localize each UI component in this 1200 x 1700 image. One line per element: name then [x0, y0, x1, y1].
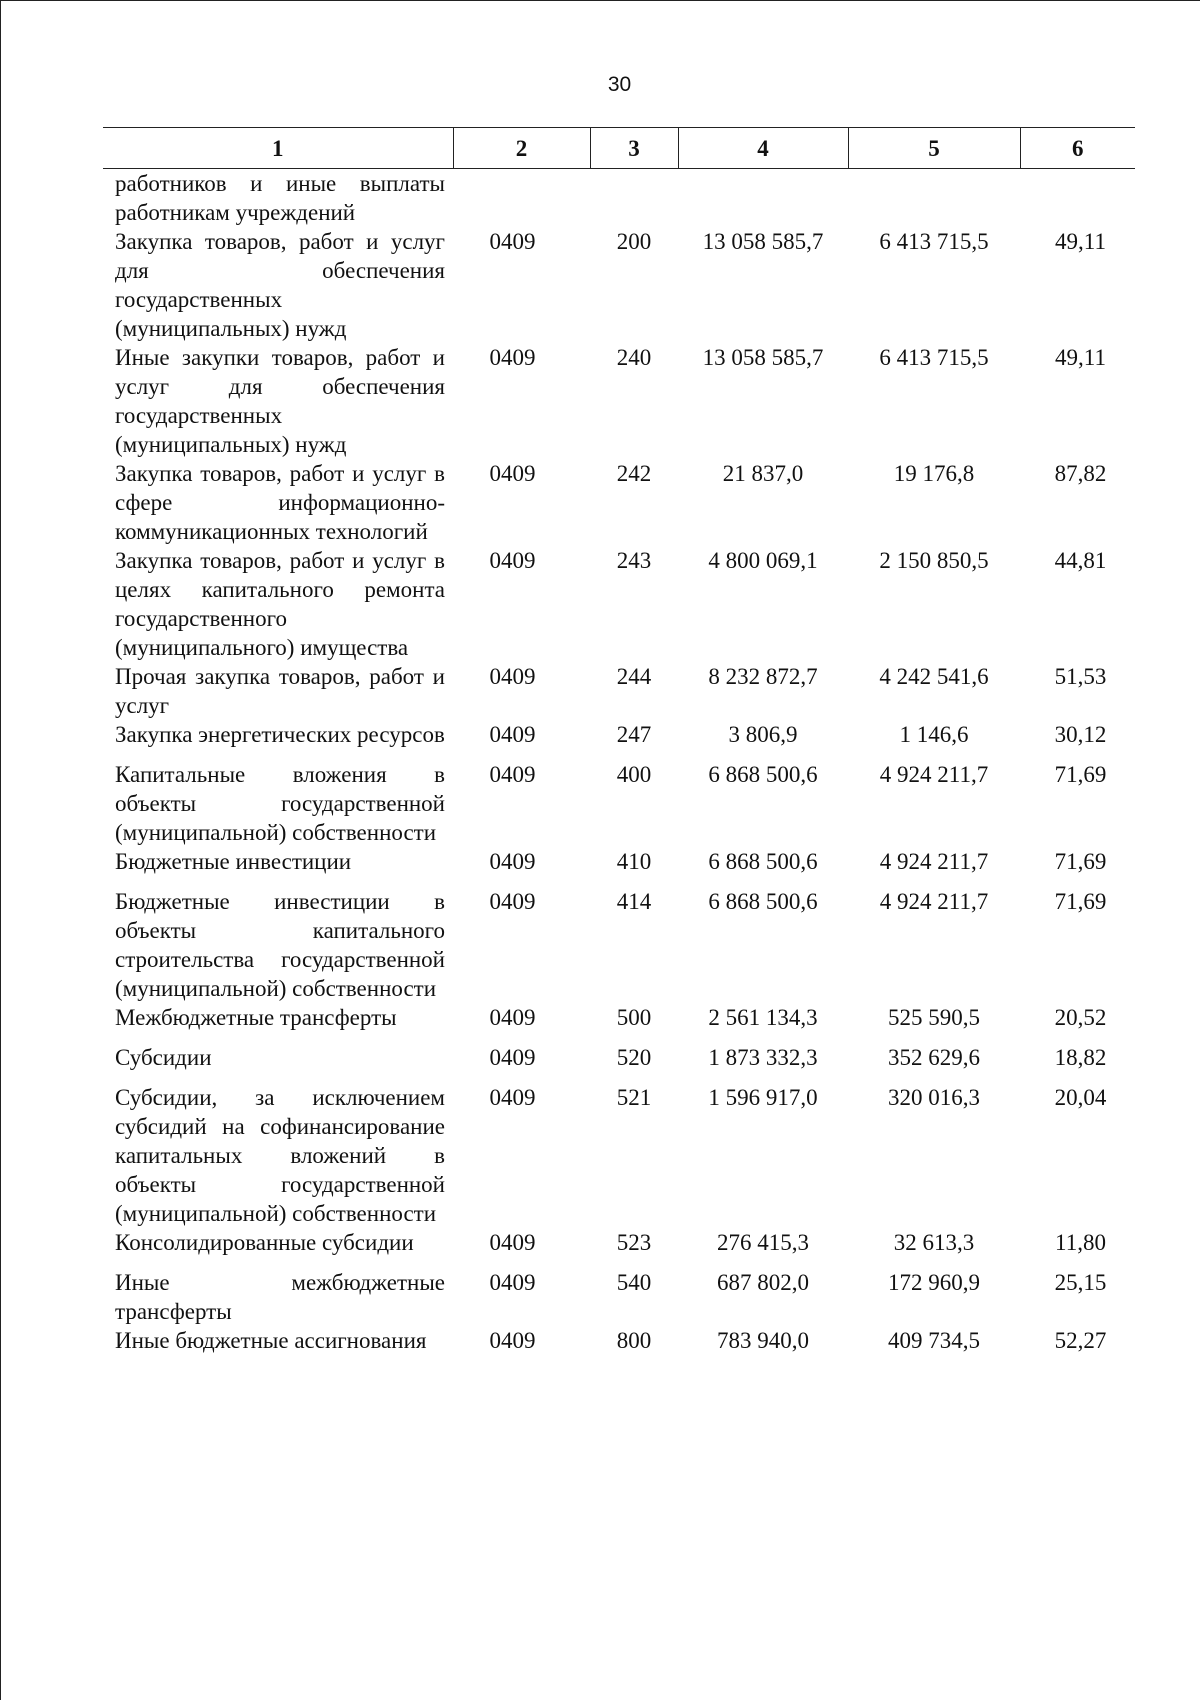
row-name: Закупка товаров, работ и услуг в сфере информационно-коммуникационных технологий — [115, 461, 445, 544]
row-expense-type: 244 — [616, 664, 652, 689]
row-section-code: 0409 — [489, 664, 536, 689]
row-executed: 4 924 211,7 — [879, 889, 989, 914]
table-row — [103, 1043, 1135, 1083]
row-name: Бюджетные инвестиции в объекты капитального строительства государственной (муниципальной) собственности — [115, 889, 445, 1001]
row-name: Иные межбюджетные трансферты — [115, 1270, 445, 1324]
header-col-1: 1 — [103, 128, 453, 169]
row-percent: 49,11 — [1055, 229, 1106, 254]
row-percent: 51,53 — [1054, 664, 1107, 689]
row-name: Бюджетные инвестиции — [115, 849, 352, 874]
page-number: 30 — [607, 73, 632, 96]
row-section-code: 0409 — [489, 762, 536, 787]
row-percent: 25,15 — [1054, 1270, 1107, 1295]
row-executed: 2 150 850,5 — [879, 548, 989, 573]
row-percent: 20,04 — [1054, 1085, 1107, 1110]
row-section-code: 0409 — [489, 1005, 536, 1030]
table-header — [103, 128, 1135, 169]
row-name: Закупка товаров, работ и услуг в целях капитального ремонта государственного (муниципального) имущества — [115, 548, 445, 660]
row-planned: 2 561 134,3 — [708, 1005, 818, 1030]
row-expense-type: 540 — [616, 1270, 652, 1295]
row-percent: 18,82 — [1054, 1045, 1107, 1070]
row-percent: 11,80 — [1055, 1230, 1106, 1255]
row-percent: 71,69 — [1054, 762, 1107, 787]
row-expense-type: 800 — [616, 1328, 652, 1353]
table-row — [103, 1228, 1135, 1268]
continuation-row — [103, 169, 1135, 228]
table-row — [103, 227, 1135, 343]
continuation-text: работников и иные выплаты работникам учреждений — [115, 171, 445, 225]
row-expense-type: 242 — [616, 461, 652, 486]
row-executed: 6 413 715,5 — [879, 345, 989, 370]
row-section-code: 0409 — [489, 1270, 536, 1295]
row-expense-type: 521 — [616, 1085, 652, 1110]
table-row — [103, 760, 1135, 847]
table-row — [103, 459, 1135, 546]
row-percent: 71,69 — [1054, 889, 1107, 914]
row-executed: 19 176,8 — [893, 461, 975, 486]
row-executed: 4 924 211,7 — [879, 762, 989, 787]
row-percent: 20,52 — [1054, 1005, 1107, 1030]
row-percent: 49,11 — [1055, 345, 1106, 370]
row-expense-type: 400 — [616, 762, 652, 787]
header-col-5: 5 — [848, 128, 1020, 169]
header-row — [103, 128, 1135, 169]
row-percent: 44,81 — [1054, 548, 1107, 573]
row-name: Закупка энергетических ресурсов — [115, 722, 445, 747]
row-section-code: 0409 — [489, 722, 536, 747]
table-row — [103, 1326, 1135, 1366]
row-expense-type: 243 — [616, 548, 652, 573]
table-row — [103, 662, 1135, 720]
table-row — [103, 1003, 1135, 1043]
row-percent: 87,82 — [1054, 461, 1107, 486]
row-expense-type: 414 — [616, 889, 652, 914]
row-planned: 13 058 585,7 — [702, 345, 824, 370]
row-planned: 8 232 872,7 — [708, 664, 818, 689]
table-row — [103, 1083, 1135, 1228]
table-row — [103, 847, 1135, 887]
header-col-2: 2 — [453, 128, 590, 169]
row-executed: 320 016,3 — [888, 1085, 980, 1110]
row-section-code: 0409 — [489, 461, 536, 486]
row-name: Капитальные вложения в объекты государственной (муниципальной) собственности — [115, 762, 445, 845]
row-executed: 1 146,6 — [899, 722, 969, 747]
row-executed: 352 629,6 — [888, 1045, 980, 1070]
table-row — [103, 546, 1135, 662]
row-executed: 4 924 211,7 — [879, 849, 989, 874]
row-percent: 30,12 — [1054, 722, 1107, 747]
row-executed: 32 613,3 — [893, 1230, 975, 1255]
row-percent: 52,27 — [1054, 1328, 1107, 1353]
row-name: Консолидированные субсидии — [115, 1230, 414, 1255]
row-name: Межбюджетные трансферты — [115, 1005, 397, 1030]
row-section-code: 0409 — [489, 229, 536, 254]
row-section-code: 0409 — [489, 1045, 536, 1070]
row-executed: 6 413 715,5 — [879, 229, 989, 254]
row-planned: 13 058 585,7 — [702, 229, 824, 254]
row-planned: 687 802,0 — [717, 1270, 809, 1295]
row-section-code: 0409 — [489, 849, 536, 874]
table-row — [103, 1268, 1135, 1326]
row-section-code: 0409 — [489, 1328, 536, 1353]
row-planned: 276 415,3 — [717, 1230, 809, 1255]
row-name: Закупка товаров, работ и услуг для обеспечения государственных (муниципальных) нужд — [115, 229, 445, 341]
row-executed: 4 242 541,6 — [879, 664, 989, 689]
row-expense-type: 523 — [616, 1230, 652, 1255]
row-expense-type: 240 — [616, 345, 652, 370]
row-planned: 6 868 500,6 — [708, 849, 818, 874]
row-percent: 71,69 — [1054, 849, 1107, 874]
header-col-6: 6 — [1020, 128, 1135, 169]
row-name: Субсидии — [115, 1045, 212, 1070]
row-section-code: 0409 — [489, 1230, 536, 1255]
row-planned: 1 596 917,0 — [708, 1085, 818, 1110]
row-planned: 783 940,0 — [717, 1328, 809, 1353]
row-planned: 6 868 500,6 — [708, 762, 818, 787]
row-planned: 21 837,0 — [722, 461, 804, 486]
row-planned: 1 873 332,3 — [708, 1045, 818, 1070]
row-planned: 4 800 069,1 — [708, 548, 818, 573]
row-executed: 172 960,9 — [888, 1270, 980, 1295]
row-planned: 6 868 500,6 — [708, 889, 818, 914]
row-name: Иные закупки товаров, работ и услуг для обеспечения государственных (муниципальных) нужд — [115, 345, 445, 457]
header-col-4: 4 — [678, 128, 848, 169]
table-row — [103, 343, 1135, 459]
table-row — [103, 720, 1135, 760]
row-name: Иные бюджетные ассигнования — [115, 1328, 427, 1353]
row-expense-type: 247 — [616, 722, 652, 747]
row-executed: 409 734,5 — [888, 1328, 980, 1353]
row-planned: 3 806,9 — [728, 722, 798, 747]
row-section-code: 0409 — [489, 889, 536, 914]
table-body — [103, 169, 1135, 1367]
row-name: Субсидии, за исключением субсидий на софинансирование капитальных вложений в объекты государственной (муниципальной) собственности — [115, 1085, 445, 1226]
row-section-code: 0409 — [489, 548, 536, 573]
row-section-code: 0409 — [489, 345, 536, 370]
row-expense-type: 410 — [616, 849, 652, 874]
header-col-3: 3 — [590, 128, 678, 169]
row-expense-type: 200 — [616, 229, 652, 254]
row-expense-type: 520 — [616, 1045, 652, 1070]
table-row — [103, 887, 1135, 1003]
row-name: Прочая закупка товаров, работ и услуг — [115, 664, 445, 718]
row-section-code: 0409 — [489, 1085, 536, 1110]
row-expense-type: 500 — [616, 1005, 652, 1030]
budget-table — [103, 127, 1135, 1366]
row-executed: 525 590,5 — [888, 1005, 980, 1030]
